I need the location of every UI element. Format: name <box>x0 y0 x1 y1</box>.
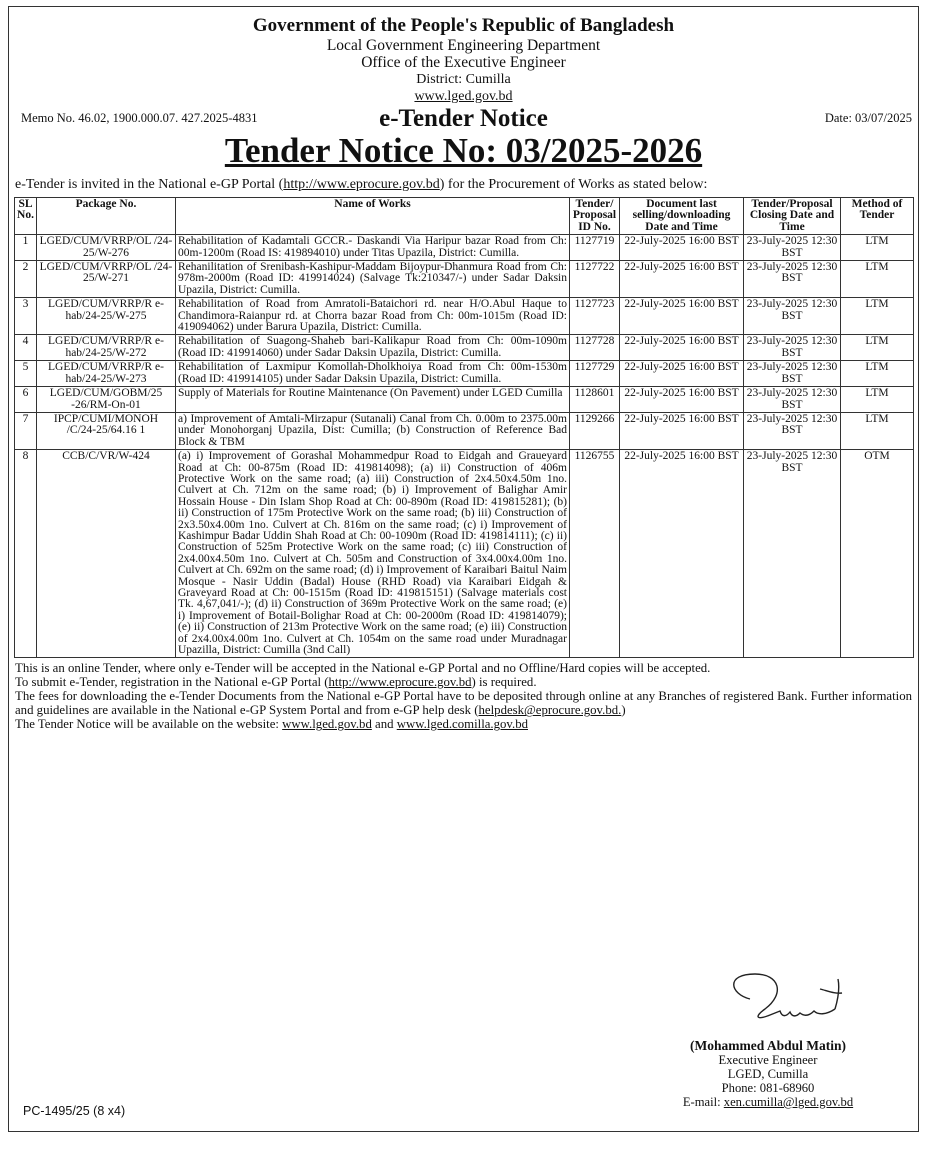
signatory-org: LGED, Cumilla <box>727 1067 809 1081</box>
row-package: IPCP/CUMI/MONOH /C/24-25/64.16 1 <box>37 412 176 449</box>
row-method: LTM <box>841 387 914 413</box>
header-works: Name of Works <box>176 198 570 235</box>
header-id: Tender/ Proposal ID No. <box>570 198 620 235</box>
row-works: Supply of Materials for Routine Maintenance (On Pavement) under LGED Cumilla <box>176 387 570 413</box>
row-closing-date: 23-July-2025 12:30 BST <box>744 261 841 298</box>
tender-notice-page <box>8 6 919 1132</box>
note-line: This is an online Tender, where only e-Tender will be accepted in the National e-GP Portal and no Offline/Hard copies will be accepted. <box>15 661 711 676</box>
row-sl: 2 <box>15 261 37 298</box>
row-works: Rehabilitation of Suagong-Shaheb bari-Kalikapur Road from Ch: 00m-1090m (Road ID: 419914060) under Sadar Daksin Upazila, District: Cumilla. <box>176 335 570 361</box>
tender-table <box>14 197 914 658</box>
row-sl: 4 <box>15 335 37 361</box>
row-id: 1127722 <box>570 261 620 298</box>
row-closing-date: 23-July-2025 12:30 BST <box>744 387 841 413</box>
row-closing-date: 23-July-2025 12:30 BST <box>744 450 841 658</box>
row-method: LTM <box>841 298 914 335</box>
row-id: 1127719 <box>570 235 620 261</box>
row-works: (a) i) Improvement of Gorashal Mohammedpur Road to Eidgah and Graueyard Road at Ch: 00-875m (Road ID: 419814098); (a) ii) Construction of 406m Protective Work on the same road; (a) iii) Construction of 2x4.50x4.50m 1no. Culvert at Ch. 712m on the same road; (b) i) Improvement of Balighar Amir Hossain House - Din Islam Shop Road at Ch: 00-890m (Road ID: 419815281); (b) ii) Construction of 175m Protective Work on the same road; (b) iii) Construction of 2x3.50x4.00m 1no. Culvert at Ch. 816m on the same road; (c) i) Improvement of Kashimpur Badar Uddin Shah Road at Ch: 00-1090m (Road ID: 419814111); (c) ii) Construction of 525m Protective Work on the same road; (c) iii) Construction of 2x4.00x4.50m 1no. Culvert at Ch. 505m and Construction of 3x4.00x4.00m 1no. Culvert at Ch. 692m on the same road; (d) i) Improvement of Karaibari Baitul Naim Mosque - Nasir Uddin (Badal) House (RHD Road) via Karaibari Eidgah & Graveyard Road at Ch: 00-1515m (Road ID: 419815151) (Salvage materials cost Tk. 4,67,041/-); (d) ii) Construction of 369m Protective Work on the same road; (e) i) Improvement of Botail-Bolighar Road at Ch: 00-2000m (Road ID: 419814079); (e) ii) Construction of 213m Protective Work on the same road; (e) iii) Construction of 2x4.00x4.00m 1no. Culvert at Ch. 1054m on the same road under Muradnagar Upazilla, District: Cumilla (3nd Call) <box>176 450 570 658</box>
row-doc-date: 22-July-2025 16:00 BST <box>620 450 744 658</box>
helpdesk-email-link[interactable]: helpdesk@eprocure.gov.bd. <box>478 703 622 718</box>
row-closing-date: 23-July-2025 12:30 BST <box>744 235 841 261</box>
header-method: Method of Tender <box>841 198 914 235</box>
table-row <box>15 335 914 361</box>
row-doc-date: 22-July-2025 16:00 BST <box>620 298 744 335</box>
row-closing-date: 23-July-2025 12:30 BST <box>744 412 841 449</box>
row-sl: 8 <box>15 450 37 658</box>
notes-section <box>9 658 918 731</box>
row-method: LTM <box>841 361 914 387</box>
district-name: District: Cumilla <box>416 72 511 87</box>
row-id: 1127729 <box>570 361 620 387</box>
department-name: Local Government Engineering Department <box>326 37 601 54</box>
tender-number: Tender Notice No: 03/2025-2026 <box>224 131 703 170</box>
table-row <box>15 412 914 449</box>
header-sl: SL No. <box>15 198 37 235</box>
office-name: Office of the Executive Engineer <box>361 54 566 71</box>
row-closing-date: 23-July-2025 12:30 BST <box>744 361 841 387</box>
row-package: LGED/CUM/VRRP/OL /24-25/W-276 <box>37 235 176 261</box>
row-package: LGED/CUM/VRRP/OL /24-25/W-271 <box>37 261 176 298</box>
row-method: LTM <box>841 261 914 298</box>
table-row <box>15 450 914 658</box>
lged-website-link[interactable]: www.lged.gov.bd <box>282 717 372 732</box>
row-id: 1128601 <box>570 387 620 413</box>
row-sl: 3 <box>15 298 37 335</box>
memo-number: Memo No. 46.02, 1900.000.07. 427.2025-4831 <box>21 111 258 125</box>
row-sl: 6 <box>15 387 37 413</box>
header-closing-date: Tender/Proposal Closing Date and Time <box>744 198 841 235</box>
note-line: To submit e-Tender, registration in the National e-GP Portal (http://www.eprocure.gov.bd) is required. <box>15 675 537 690</box>
row-package: CCB/C/VR/W-424 <box>37 450 176 658</box>
row-closing-date: 23-July-2025 12:30 BST <box>744 335 841 361</box>
row-doc-date: 22-July-2025 16:00 BST <box>620 361 744 387</box>
memo-row <box>9 105 918 132</box>
signatory-email: E-mail: xen.cumilla@lged.gov.bd <box>682 1095 854 1109</box>
row-package: LGED/CUM/VRRP/R e-hab/24-25/W-272 <box>37 335 176 361</box>
row-works: Rehabilitation of Kadamtali GCCR.- Daskandi Via Haripur bazar Road from Ch: 00m-1200m (Road IS: 419894010) under Titas Upazila, District: Cumilla. <box>176 235 570 261</box>
intro-text: e-Tender is invited in the National e-GP Portal (http://www.eprocure.gov.bd) for the Procurement of Works as stated below: <box>15 177 708 192</box>
row-id: 1129266 <box>570 412 620 449</box>
signatory-title: Executive Engineer <box>718 1053 818 1067</box>
row-package: LGED/CUM/VRRP/R e-hab/24-25/W-275 <box>37 298 176 335</box>
row-method: LTM <box>841 412 914 449</box>
table-row <box>15 298 914 335</box>
table-row <box>15 361 914 387</box>
header-package: Package No. <box>37 198 176 235</box>
footer-code: PC-1495/25 (8 x4) <box>23 1104 126 1118</box>
row-package: LGED/CUM/GOBM/25 -26/RM-On-01 <box>37 387 176 413</box>
lged-comilla-website-link[interactable]: www.lged.comilla.gov.bd <box>396 717 528 732</box>
letterhead <box>9 15 918 105</box>
header-doc-date: Document last selling/downloading Date and Time <box>620 198 744 235</box>
row-works: Rehabilitation of Laxmipur Komollah-Dholkhoiya Road from Ch: 00m-1530m (Road ID: 419914105) under Sadar Daksin Upazila, District: Cumilla. <box>176 361 570 387</box>
row-doc-date: 22-July-2025 16:00 BST <box>620 235 744 261</box>
row-works: a) Improvement of Amtali-Mirzapur (Sutanali) Canal from Ch. 0.00m to 2375.00m under Monohorganj Upazila, Dist: Cumilla; (b) Construction of Reference Bad Block & TBM <box>176 412 570 449</box>
row-doc-date: 22-July-2025 16:00 BST <box>620 335 744 361</box>
eprocure-link[interactable]: http://www.eprocure.gov.bd <box>328 675 472 690</box>
table-row <box>15 235 914 261</box>
signatory-block <box>653 1039 883 1109</box>
row-id: 1127728 <box>570 335 620 361</box>
row-sl: 5 <box>15 361 37 387</box>
website-link[interactable]: www.lged.gov.bd <box>414 89 513 104</box>
table-row <box>15 261 914 298</box>
row-sl: 7 <box>15 412 37 449</box>
row-doc-date: 22-July-2025 16:00 BST <box>620 412 744 449</box>
signatory-phone: Phone: 081-68960 <box>721 1081 815 1095</box>
row-package: LGED/CUM/VRRP/R e-hab/24-25/W-273 <box>37 361 176 387</box>
signature-image <box>710 969 860 1039</box>
row-method: LTM <box>841 235 914 261</box>
row-method: LTM <box>841 335 914 361</box>
eprocure-link[interactable]: http://www.eprocure.gov.bd <box>283 177 440 192</box>
row-works: Rehanilitation of Srenibash-Kashipur-Maddam Bijoypur-Dhanmura Road from Ch: 978m-2000m (Road ID: 419914024) (Salvage Tk:210347/-) under Sadar Daksin Upazila, District: Cumilla. <box>176 261 570 298</box>
row-doc-date: 22-July-2025 16:00 BST <box>620 261 744 298</box>
email-link[interactable]: xen.cumilla@lged.gov.bd <box>723 1095 854 1109</box>
notice-title: e-Tender Notice <box>379 105 548 132</box>
row-doc-date: 22-July-2025 16:00 BST <box>620 387 744 413</box>
note-line: The Tender Notice will be available on the website: www.lged.gov.bd and www.lged.comilla.gov.bd <box>15 717 528 732</box>
row-id: 1126755 <box>570 450 620 658</box>
note-line: The fees for downloading the e-Tender Documents from the National e-GP Portal have to be deposited through online at any Branches of registered Bank. Further information and guidelines are available in the National e-GP System Portal and from e-GP help desk (helpdesk@eprocure.gov.bd.) <box>15 689 912 718</box>
government-name: Government of the People's Republic of Bangladesh <box>252 15 675 36</box>
row-closing-date: 23-July-2025 12:30 BST <box>744 298 841 335</box>
row-sl: 1 <box>15 235 37 261</box>
signatory-name: (Mohammed Abdul Matin) <box>689 1038 846 1053</box>
table-row <box>15 387 914 413</box>
row-id: 1127723 <box>570 298 620 335</box>
table-header-row <box>15 198 914 235</box>
notice-date: Date: 03/07/2025 <box>824 111 912 125</box>
row-method: OTM <box>841 450 914 658</box>
row-works: Rehabilitation of Road from Amratoli-Bataichori rd. near H/O.Abul Haque to Chandimora-Raianpur rd. at Chorra bazar Road from Ch: 00m-1015m (Road ID: 419094062) under Barura Upazila, District: Cumilla. <box>176 298 570 335</box>
